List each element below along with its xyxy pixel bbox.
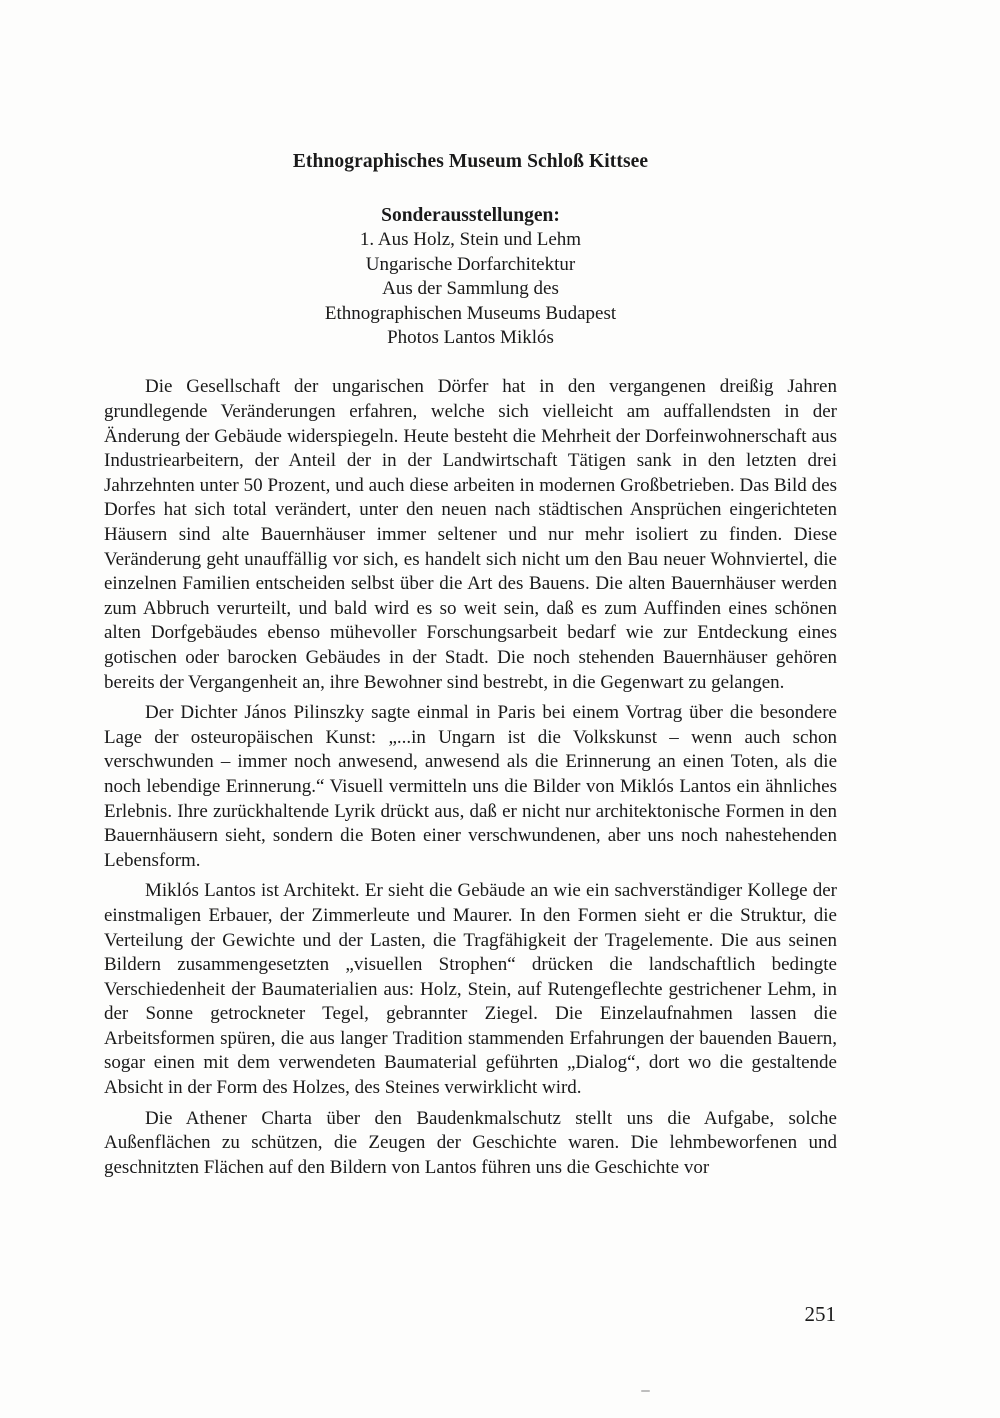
exhibition-line-3: Aus der Sammlung des [382, 278, 559, 300]
body-paragraph-3: Miklós Lantos ist Architekt. Er sieht die Gebäude an wie ein sachverständiger Kollege der einstmaligen Erbauer, der Zimmerleute und Maurer. In den Formen sieht er die Struktur, die Verteilung der Gewichte und der Lasten, die Tragfähigkeit der Tragelemente. Die aus seinen Bildern zusammengesetzten „visuellen Strophen“ drücken die landschaftlich bedingte Verschiedenheit der Baumaterialien aus: Holz, Stein, auf Rutengeflechte gestrichener Lehm, in der Sonne getrockneter Tegel, gebrannter Ziegel. Die Einzelaufnahmen lassen die Arbeitsformen spüren, die aus langer Tradition stammenden Erfahrungen der bauenden Bauern, sogar einen mit dem verwendeten Baumaterial geführten „Dialog“, dort wo die gestaltende Absicht in der Form des Holzes, des Steines verwirklicht wird. [104, 880, 837, 1099]
body-paragraphs [104, 375, 837, 1180]
exhibition-line-2: Ungarische Dorfarchitektur [365, 253, 576, 275]
body-paragraph-2: Der Dichter János Pilinszky sagte einmal in Paris bei einem Vortrag über die besondere Lage der osteuropäischen Kunst: „...in Ungarn ist die Volkskunst – wenn auch schon verschwunden – immer noch anwesend, anwesend als die Erinnerung an einen Toten, als die noch lebendige Erinnerung.“ Visuell vermitteln uns die Bilder von Miklós Lantos ein ähnliches Erlebnis. Ihre zurückhaltende Lyrik drückt aus, daß er nicht nur architektonische Formen in den Bauernhäusern sieht, sondern die Boten einer verschwundenen, aber uns noch nahestehenden Lebensform. [104, 702, 837, 871]
body-paragraph-1: Die Gesellschaft der ungarischen Dörfer hat in den vergangenen dreißig Jahren grundlegende Veränderungen erfahren, welche sich vielleicht am auffallendsten in der Änderung der Gebäude widerspiegeln. Heute besteht die Mehrheit der Dorfeinwohnerschaft aus Industriearbeitern, der Anteil der in der Landwirtschaft Tätigen sank in den letzten drei Jahrzehnten unter 50 Prozent, und auch diese arbeiten in modernen Großbetrieben. Das Bild des Dorfes hat sich total verändert, unter den neuen nach städtischen Ansprüchen eingerichteten Häusern sind alte Bauernhäuser immer seltener und nur mehr isoliert zu finden. Diese Veränderung geht unauffällig vor sich, es handelt sich nicht um den Bau neuer Wohnviertel, die einzelnen Familien entscheiden selbst über die Art des Bauens. Die alten Bauernhäuser werden zum Abbruch verurteilt, und bald wird es so weit sein, daß es zum Auffinden eines schönen alten Dorfgebäudes ebenso mühevoller Forschungsarbeit bedarf wie zur Entdeckung eines gotischen oder barocken Gebäudes in der Stadt. Die noch stehenden Bauernhäuser gehören bereits der Vergangenheit an, ihre Bewohner sind bestrebt, in die Gegenwart zu gelangen. [104, 376, 837, 693]
page-title: Ethnographisches Museum Schloß Kittsee [292, 151, 649, 172]
section-heading: Sonderausstellungen: [381, 205, 560, 226]
exhibition-line-4: Ethnographischen Museums Budapest [324, 302, 617, 324]
body-paragraph-4: Die Athener Charta über den Baudenkmalschutz stellt uns die Aufgabe, solche Außenflächen zu schützen, die Zeugen der Geschichte waren. Die lehmbeworfenen und geschnitzten Flächen auf den Bildern von Lantos führen uns die Geschichte vor [104, 1107, 837, 1178]
text-block [104, 150, 837, 1180]
page-number: 251 [804, 1302, 836, 1326]
exhibition-line-5: Photos Lantos Miklós [387, 327, 554, 349]
scan-artifact-mark [641, 1390, 650, 1392]
exhibition-line-1: 1. Aus Holz, Stein und Lehm [359, 229, 582, 251]
